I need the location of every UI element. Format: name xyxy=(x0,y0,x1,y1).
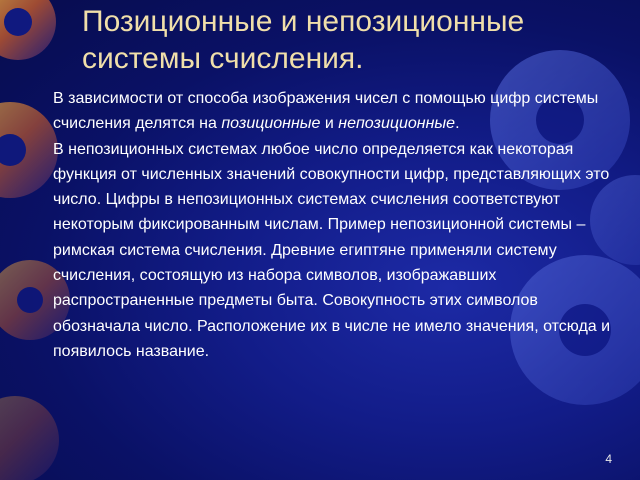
paragraph-1-conjunction: и xyxy=(320,115,339,133)
gear-icon-top-left xyxy=(0,0,56,60)
italic-term-positional: позиционные xyxy=(221,115,321,133)
gear-icon-left-bottom xyxy=(0,396,59,480)
slide-body-text xyxy=(21,86,621,364)
paragraph-2: В непозиционных системах любое число определяется как некоторая функция от численных значений совокупности цифр, представляющих это число. Цифры в непозиционных системах счисления соответствуют некоторым фиксированным числам. Пример непозиционной системы – римская система счисления. Древние египтяне применяли систему счисления, состоящую из набора символов, изображавших распространенные предметы быта. Совокупность этих символов обозначала число. Расположение их в числе не имело значения, отсюда и появилось название. xyxy=(53,140,611,360)
slide-page-number: 4 xyxy=(605,452,612,466)
italic-term-nonpositional: непозиционные xyxy=(338,115,456,133)
paragraph-1 xyxy=(21,86,621,137)
paragraph-1-end: . xyxy=(455,115,460,133)
paragraph-1-text: В зависимости от способа изображения чисел с помощью цифр системы счисления делятся на xyxy=(53,90,599,133)
slide-title: Позиционные и непозиционные системы счисления. xyxy=(82,5,525,75)
